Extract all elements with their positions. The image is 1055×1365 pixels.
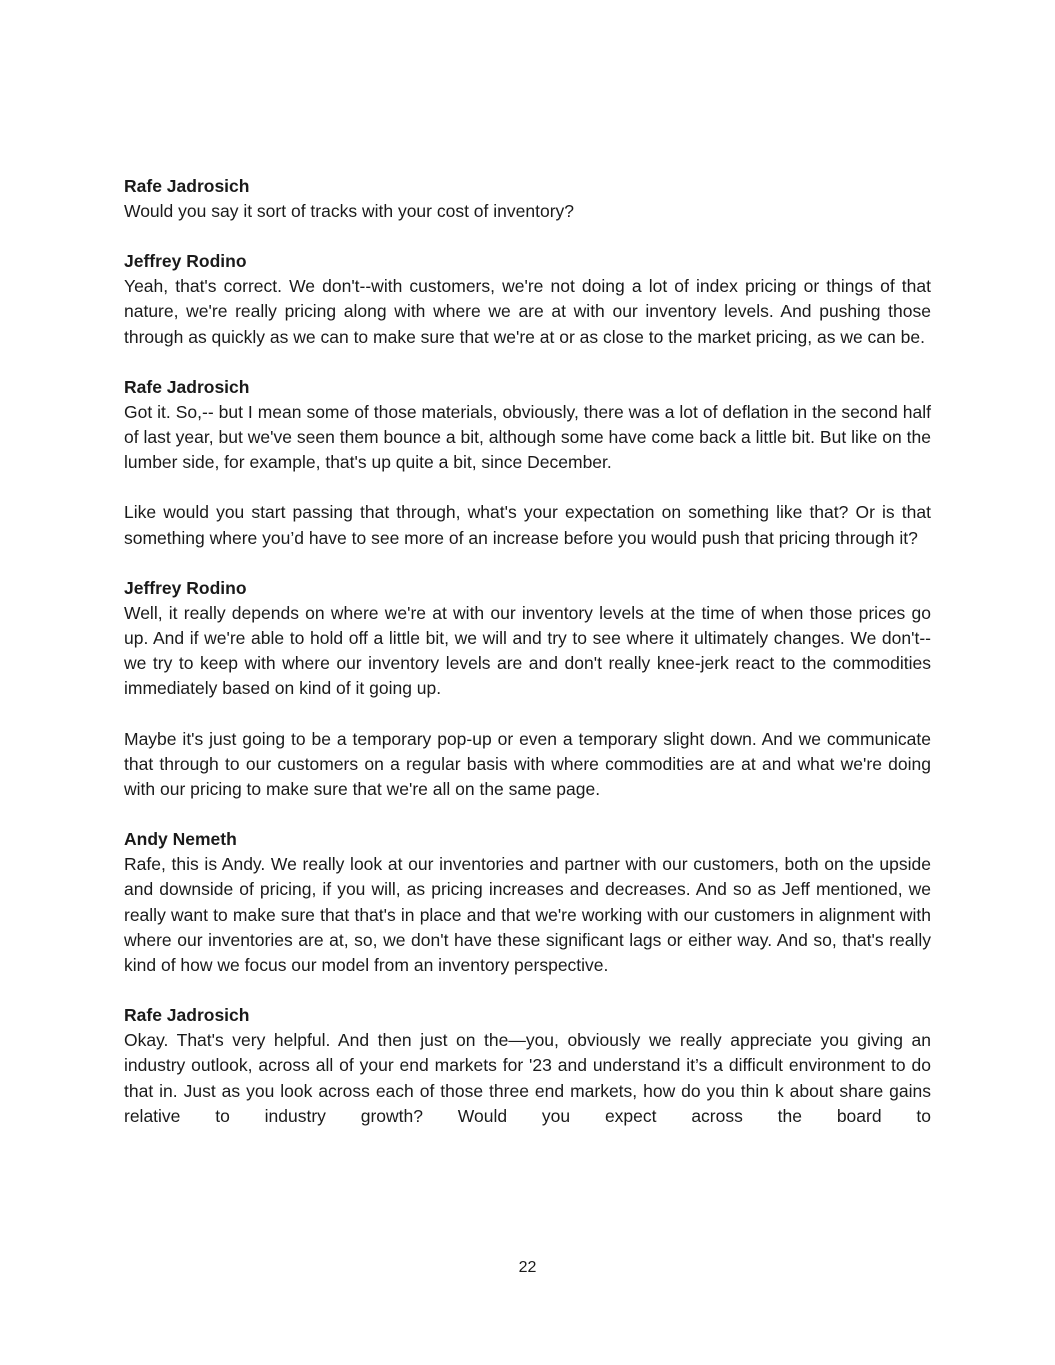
speaker-name: Jeffrey Rodino xyxy=(124,577,247,598)
speaker-block xyxy=(124,375,931,551)
speaker-name: Rafe Jadrosich xyxy=(124,376,250,397)
speech-paragraph: Rafe, this is Andy. We really look at our inventories and partner with our customers, both on the upside and downside of pricing, if you will, as pricing increases and decreases. And so as Jeff mentioned, we really want to make sure that that's in place and that we're working with our customers in alignment with where our inventories are at, so, we don't have these significant lags or either way. And so, that's really kind of how we focus our model from an inventory perspective. xyxy=(124,854,931,976)
speech-paragraph: Well, it really depends on where we're at with our inventory levels at the time of when those prices go up. And if we're able to hold off a little bit, we will and try to see where it ultimately changes. We don't--we try to keep with where our inventory levels are and don't really knee-jerk react to the commodities immediately based on kind of it going up. xyxy=(124,602,931,699)
transcript-page xyxy=(124,174,931,1154)
speaker-block xyxy=(124,1003,931,1129)
speaker-name: Rafe Jadrosich xyxy=(124,1005,250,1026)
speaker-name: Jeffrey Rodino xyxy=(124,251,247,272)
speaker-name: Rafe Jadrosich xyxy=(124,176,250,196)
speech-paragraph: Got it. So,-- but I mean some of those materials, obviously, there was a lot of deflation in the second half of last year, but we've seen them bounce a bit, although some have come back a little bit. But like on the lumber side, for example, that's up quite a bit, since December. xyxy=(124,401,931,473)
speaker-name: Andy Nemeth xyxy=(124,829,237,850)
speaker-block xyxy=(124,827,931,978)
speech-paragraph: Maybe it's just going to be a temporary pop-up or even a temporary slight down. And we communicate that through to our customers on a regular basis with where commodities are at and what we're doing with our pricing to make sure that we're all on the same page. xyxy=(124,728,931,800)
page-number: 22 xyxy=(518,1259,537,1276)
speech-paragraph: Like would you start passing that through, what's your expectation on something like that? Or is that something where you’d have to see more of an increase before you would push that pricing through it? xyxy=(124,502,931,548)
speaker-block xyxy=(124,249,931,350)
speech-paragraph: Okay. That's very helpful. And then just on the—you, obviously we really appreciate you giving an industry outlook, across all of your end markets for '23 and understand it’s a difficult environment to do that in. Just as you look across each of those three end markets, how do you thin k about share gains relative to industry growth? Would you expect across the board to xyxy=(124,1030,931,1126)
speaker-block xyxy=(124,576,931,802)
speech-paragraph: Yeah, that's correct. We don't--with customers, we're not doing a lot of index pricing or things of that nature, we're really pricing along with where we are at with our inventory levels. And pushing those through as quickly as we can to make sure that we're at or as close to the market pricing, as we can be. xyxy=(124,276,931,347)
speech-paragraph: Would you say it sort of tracks with your cost of inventory? xyxy=(124,201,575,221)
speaker-block xyxy=(124,174,931,224)
